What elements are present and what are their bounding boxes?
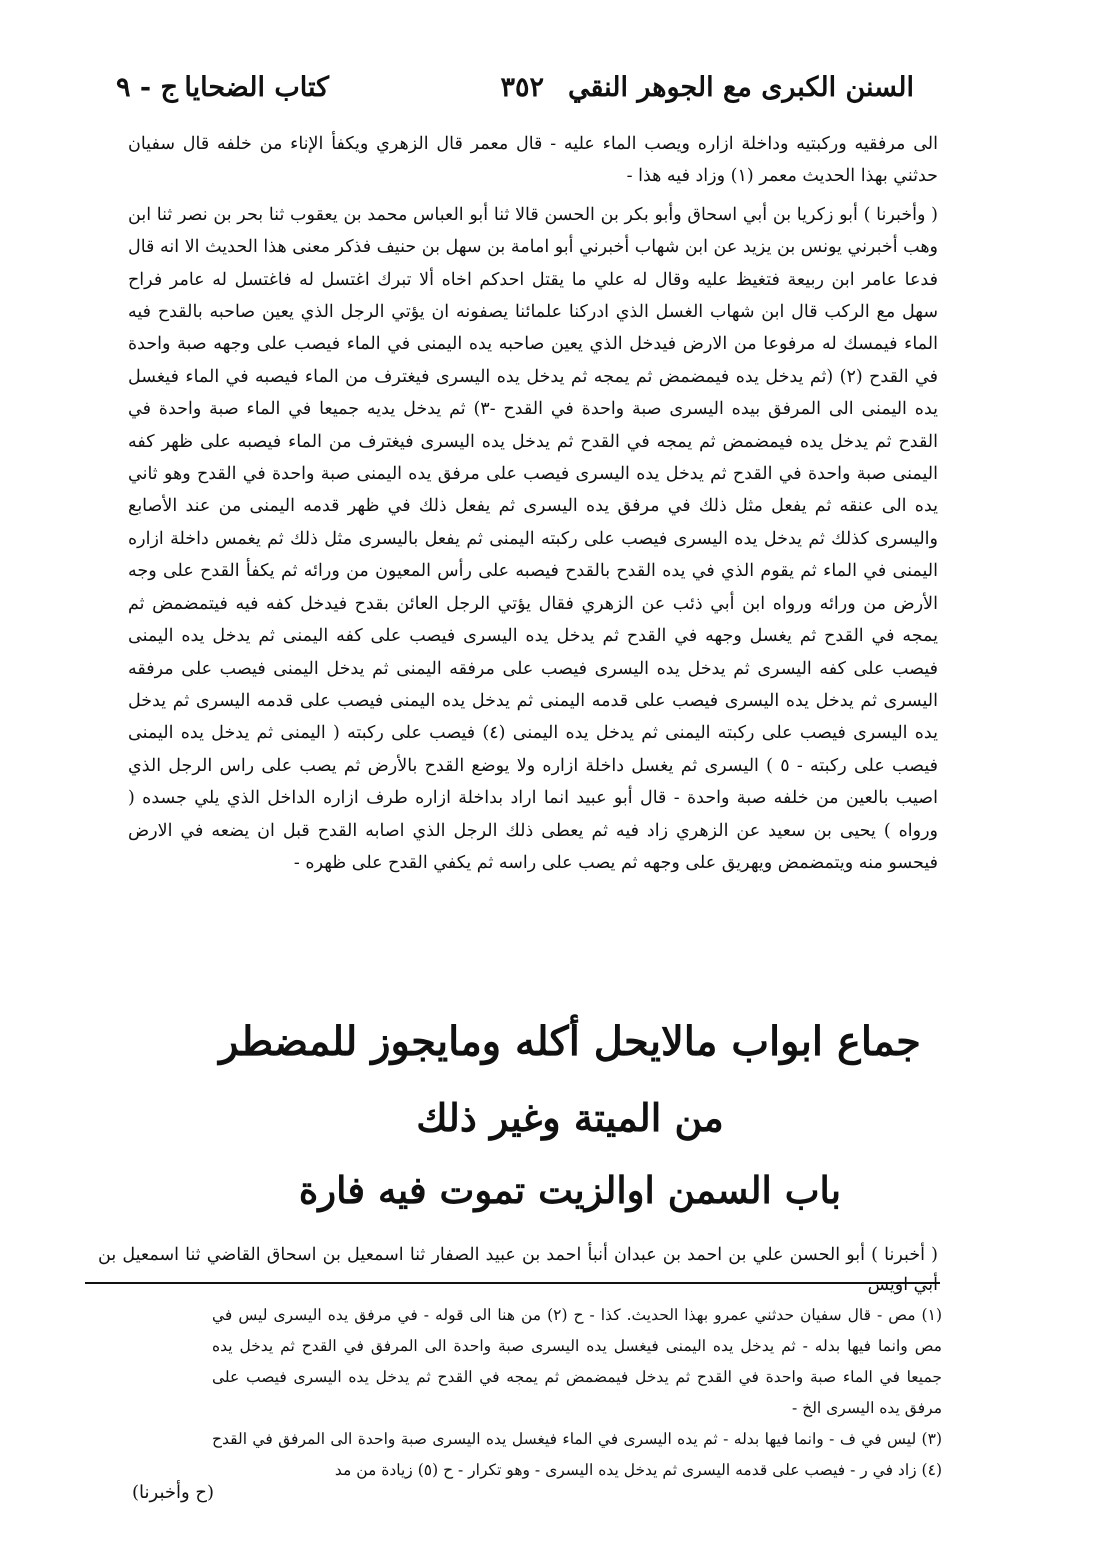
footnote-divider	[85, 1282, 940, 1284]
section-subheading: من الميتة وغير ذلك	[416, 1095, 724, 1140]
chapter-title: كتاب الضحايا	[184, 72, 329, 103]
section-heading: جماع ابواب مالايحل أكله ومايجوز للمضطر	[219, 1018, 921, 1065]
isnad-line: ( أخبرنا ) أبو الحسن علي بن احمد بن عبدان أنبأ احمد بن عبيد الصفار ثنا اسمعيل بن اسحاق القاضي ثنا اسمعيل بن أبي اويس	[98, 1245, 938, 1295]
body-paragraph: الى مرفقيه وركبتيه وداخلة ازاره ويصب الماء عليه - قال معمر قال الزهري ويكفأ الإناء من خلفه قال سفيان حدثني بهذا الحديث معمر (١) وزاد فيه هذا -	[128, 134, 938, 187]
catchword: (ح وأخبرنا)	[132, 1482, 215, 1503]
body-paragraph: ( وأخبرنا ) أبو زكريا بن أبي اسحاق وأبو بكر بن الحسن قالا ثنا أبو العباس محمد بن يعقوب ثنا بحر بن نصر ثنا ابن وهب أخبرني يونس بن يزيد عن ابن شهاب أخبرني أبو امامة بن سهل بن حنيف فذكر معنى هذا الحديث الا انه قال فدعا عامر ابن ربيعة فتغيظ عليه وقال له علي ما يقتل احدكم اخاه ألا تبرك اغتسل له فاغتسل له عامر فراح سهل مع الركب قال ابن شهاب الغسل الذي ادركنا علمائنا يصفونه ان يؤتي الرجل الذي يعين صاحبه بالقدح فيه الماء فيمسك له مرفوعا من الارض فيدخل الذي يعين صاحبه يده اليمنى في الماء فيصب على وجهه صبة واحدة في القدح (٢) (ثم يدخل يده فيمضمض ثم يمجه ثم يدخل يده اليسرى فيغترف من الماء فيصبه في الماء فيغسل يده اليمنى الى المرفق بيده اليسرى صبة واحدة في القدح -٣) ثم يدخل يديه جميعا في الماء صبة واحدة في القدح ثم يدخل يده فيمضمض ثم يمجه في القدح ثم يدخل يده اليسرى فيغترف من الماء فيصبه على ظهر كفه اليمنى صبة واحدة في القدح ثم يدخل يده اليسرى فيصب على مرفق يده اليمنى صبة واحدة في القدح وهو ثاني يده الى عنقه ثم يفعل مثل ذلك في مرفق يده اليسرى ثم يفعل ذلك في ظهر قدمه اليمنى من عند الأصابع واليسرى كذلك ثم يدخل يده اليسرى فيصب على ركبته اليمنى ثم يفعل باليسرى مثل ذلك ثم يغمس داخلة ازاره اليمنى في الماء ثم يقوم الذي في يده القدح بالقدح فيصبه على رأس المعيون من ورائه ثم يكفأ القدح على وجه الأرض من ورائه ورواه ابن أبي ذئب عن الزهري فقال يؤتي الرجل العائن بقدح فيدخل كفه فيه فيتمضمض ثم يمجه في القدح ثم يغسل وجهه في القدح ثم يدخل يده اليسرى فيصب على كفه اليمنى ثم يدخل يده اليمنى فيصب على كفه اليسرى ثم يدخل يده اليسرى فيصب على مرفقه اليمنى ثم يدخل اليمنى فيصب على مرفقه اليسرى ثم يدخل يده اليسرى فيصب على قدمه اليمنى ثم يدخل يده اليمنى فيصب على قدمه اليسرى ثم يدخل يده اليسرى فيصب على ركبته اليمنى ثم يدخل يده اليمنى (٤) فيصب على ركبته ( اليمنى ثم يدخل يده اليمنى فيصب على ركبته - ٥ ) اليسرى ثم يغسل داخلة ازاره ولا يوضع القدح بالأرض ثم يصب على راس الرجل الذي اصيب بالعين من خلفه صبة واحدة - قال أبو عبيد انما اراد بداخلة ازاره طرف ازاره الداخل الذي يلي جسده ( ورواه ) يحيى بن سعيد عن الزهري زاد فيه ثم يعطى ذلك الرجل الذي اصابه القدح قبل ان يضعه في الارض فيحسو منه ويتمضمض ويهريق على وجهه ثم يصب على راسه ثم يكفي القدح على ظهره -	[128, 204, 939, 873]
volume-number: ج - ٩	[116, 72, 178, 103]
book-title: السنن الكبرى مع الجوهر النقي	[567, 72, 914, 103]
footnotes	[212, 1300, 942, 1486]
footnote: (١) مص - قال سفيان حدثني عمرو بهذا الحديث. كذا - ح (٢) من هنا الى قوله - في مرفق يده اليسرى ليس في مص وانما فيها بدله - ثم يدخل يده اليمنى فيغسل يده اليسرى صبة واحدة الى المرفق في القدح ثم يدخل يده جميعا في الماء صبة واحدة في القدح ثم يدخل فيمضمض ثم يمجه في القدح ثم يدخل يده اليسرى فيصب على مرفق يده اليسرى الخ -	[212, 1306, 942, 1417]
main-text	[128, 128, 938, 879]
footnote: (٣) ليس في ف - وانما فيها بدله - ثم يده اليسرى في الماء فيغسل يده اليسرى صبة واحدة الى المرفق في القدح (٤) زاد في ر - فيصب على قدمه اليسرى ثم يدخل يده اليسرى - وهو تكرار - ح (٥) زيادة من مد	[212, 1430, 942, 1479]
chapter-heading: باب السمن اوالزيت تموت فيه فارة	[298, 1168, 842, 1212]
page-number: ٣٥٢	[500, 72, 544, 103]
page-header	[100, 72, 914, 120]
